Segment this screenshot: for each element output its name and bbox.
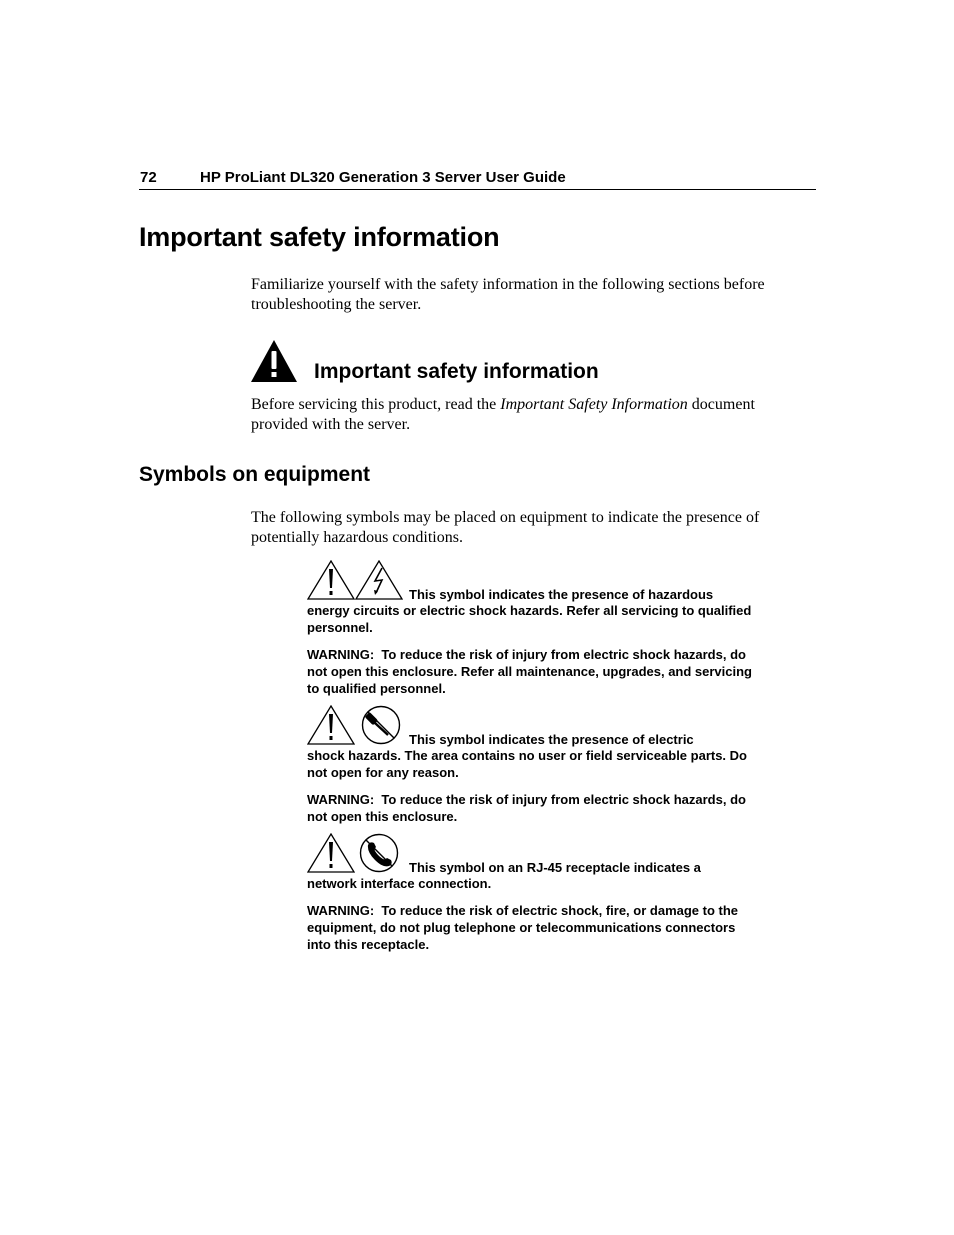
page-title: Important safety information [139,222,500,252]
symbols-section-heading: Symbols on equipment [139,463,371,486]
warning-hazardous-energy: WARNING: To reduce the risk of injury from electric shock hazards, do not open this enclosure. Refer all maintenance, upgrades, and servicing to qualified personnel. [307,647,756,696]
intro-paragraph: Familiarize yourself with the safety information in the following sections before troubleshooting the server. [251,276,765,313]
caution-text-before: Before servicing this product, read the [251,396,501,413]
caution-paragraph [251,395,811,435]
symbol-description-rest: energy circuits or electric shock hazards. Refer all servicing to qualified personnel. [307,603,752,635]
symbol-description-line1: This symbol on an RJ-45 receptacle indicates a [409,860,701,875]
caution-heading: Important safety information [314,360,599,383]
safety-document-title: Important Safety Information [500,396,688,413]
caution-text-after: document provided with the server. [251,396,755,433]
caution-triangle-icon [250,339,298,388]
symbol-description-rest: shock hazards. The area contains no user or field serviceable parts. Do not open for any reason. [307,748,747,780]
symbol-description-line1: This symbol indicates the presence of hazardous [409,587,714,602]
no-tools-icon [357,705,405,749]
symbol-description-line1: This symbol indicates the presence of electric [409,732,694,747]
symbol-description-rest: network interface connection. [307,876,492,891]
lightning-bolt-icon [355,560,403,604]
page-number: 72 [140,169,157,186]
no-telephone-icon [355,833,403,877]
warning-exclamation-icon [307,705,355,749]
symbol-entry-hazardous-energy [307,560,757,636]
symbol-entry-electric-shock [307,705,757,781]
warning-electric-shock: WARNING: To reduce the risk of injury from electric shock hazards, do not open this enclosure. [307,792,750,824]
page-header [139,168,816,190]
warning-rj45: WARNING: To reduce the risk of electric shock, fire, or damage to the equipment, do not plug telephone or telecommunications connectors into this receptacle. [307,903,742,952]
warning-exclamation-icon [307,560,355,604]
symbol-entry-rj45 [307,833,757,892]
symbols-intro-paragraph: The following symbols may be placed on equipment to indicate the presence of potentially hazardous conditions. [251,509,760,546]
warning-exclamation-icon [307,833,355,877]
running-title: HP ProLiant DL320 Generation 3 Server User Guide [200,169,566,186]
